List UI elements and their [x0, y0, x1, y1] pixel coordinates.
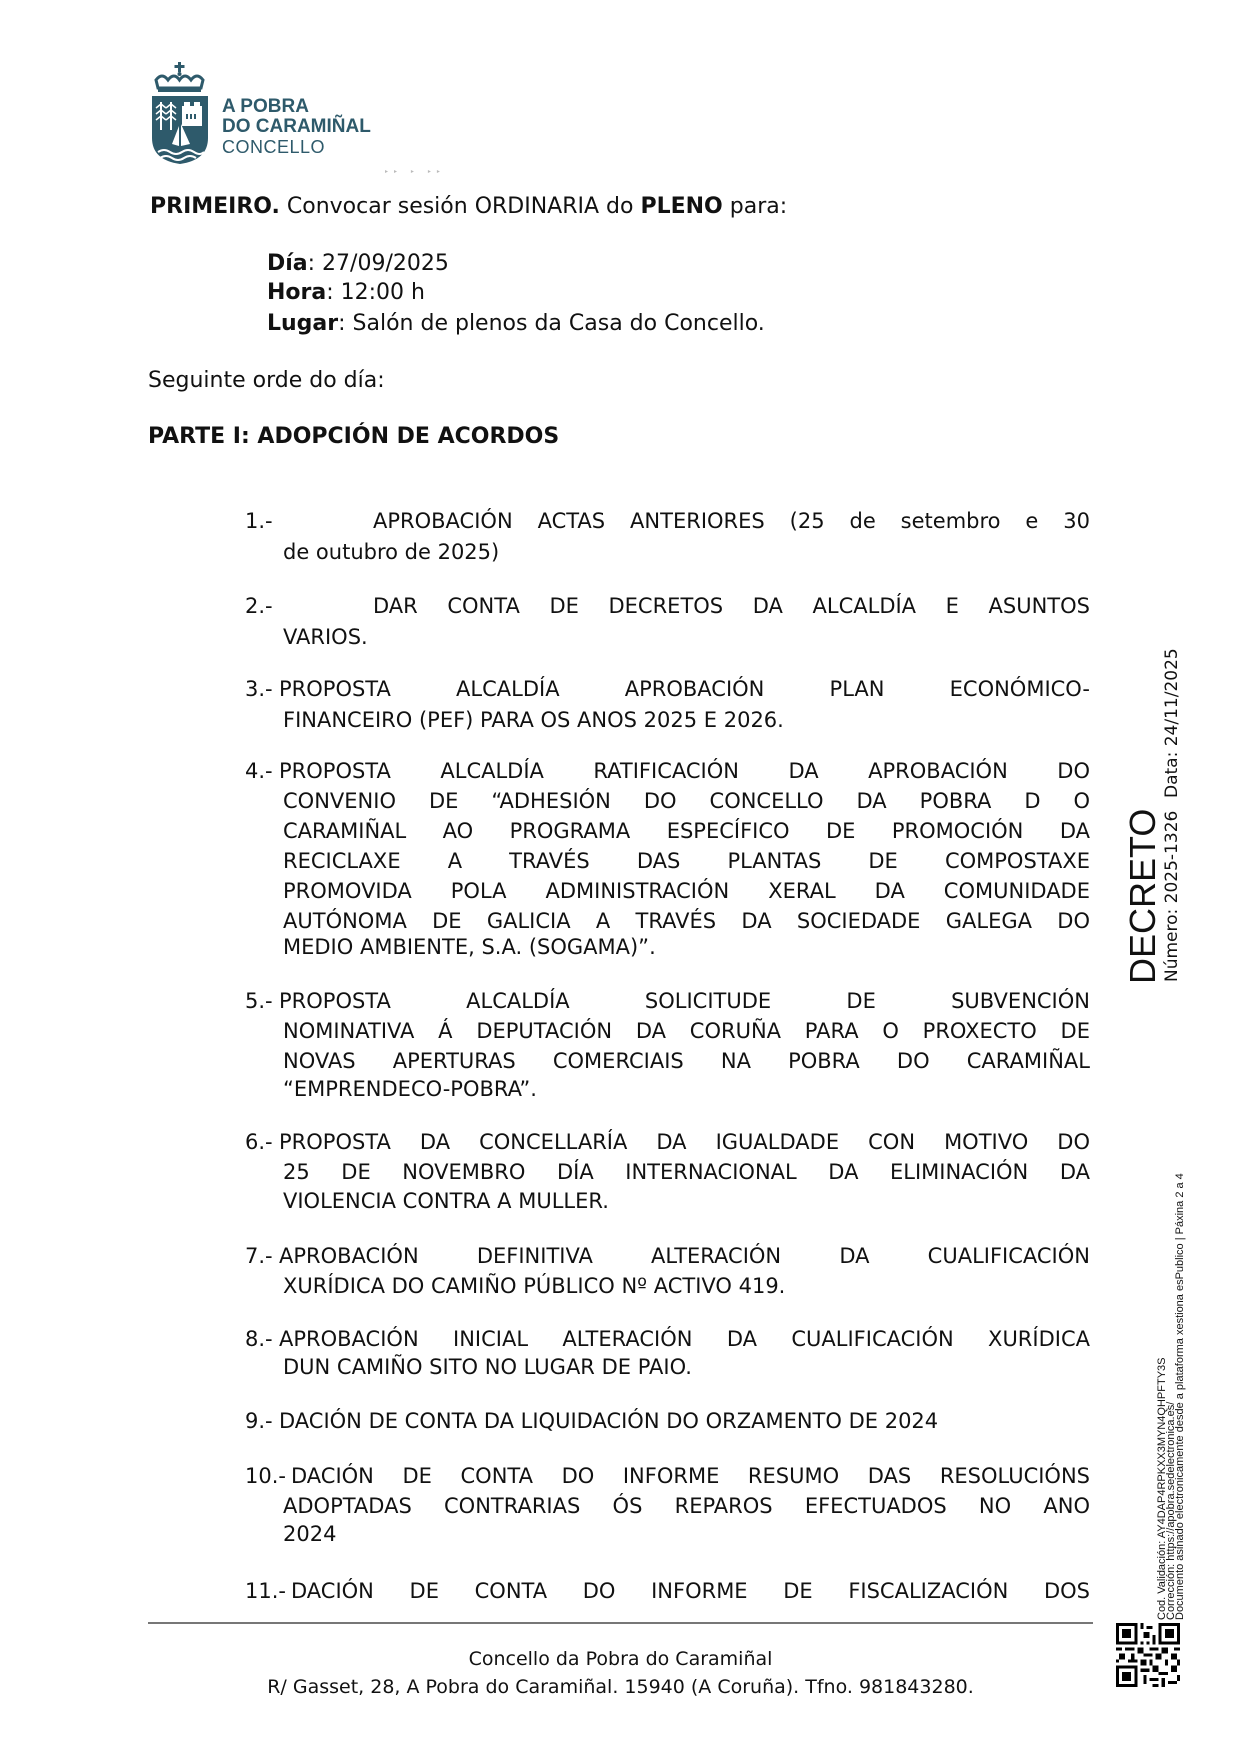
stamp-date: Data: 24/11/2025 — [1162, 648, 1182, 798]
footer-divider — [148, 1622, 1093, 1624]
agenda-item-text: XURÍDICA DO CAMIÑO PÚBLICO Nº ACTIVO 419. — [283, 1274, 786, 1298]
agenda-item-text: PROPOSTA ALCALDÍA RATIFICACIÓN DA APROBACIÓN DO — [279, 759, 1090, 783]
agenda-item-text: DACIÓN DE CONTA DO INFORME DE FISCALIZACIÓN DOS — [291, 1579, 1090, 1603]
agenda-item-text: MEDIO AMBIENTE, S.A. (SOGAMA)”. — [283, 935, 656, 959]
agenda-item-number: 8.- — [245, 1327, 273, 1351]
decorative-dots: ▸▸ ▸ ▸▸ — [385, 168, 446, 175]
resolution-organ: PLENO — [640, 194, 723, 219]
agenda-item-text: PROPOSTA ALCALDÍA SOLICITUDE DE SUBVENCIÓN — [279, 989, 1090, 1013]
session-date-value: : 27/09/2025 — [307, 251, 449, 276]
agenda-item-number: 9.- — [245, 1409, 273, 1433]
agenda-item-text: FINANCEIRO (PEF) PARA OS ANOS 2025 E 2026. — [283, 708, 784, 732]
session-time — [267, 282, 425, 304]
agenda-item-number: 4.- — [245, 759, 273, 783]
agenda-item-text: 2024 — [283, 1522, 337, 1546]
agenda-item-text: PROPOSTA ALCALDÍA APROBACIÓN PLAN ECONÓMICO- — [279, 677, 1090, 701]
validation-code: Cod. Validación: AY4DAP4RPKXX3MYN4QHPFTY3S — [1156, 1357, 1168, 1620]
agenda-item-text: DACIÓN DE CONTA DO INFORME RESUMO DAS RESOLUCIÓNS — [291, 1464, 1090, 1488]
agenda-item-text: “EMPRENDECO-POBRA”. — [283, 1077, 537, 1101]
footer-institution: Concello da Pobra do Caramiñal — [468, 1648, 773, 1670]
footer-address: R/ Gasset, 28, A Pobra do Caramiñal. 15940 (A Coruña). Tfno. 981843280. — [267, 1676, 974, 1698]
agenda-item-text: de outubro de 2025) — [283, 540, 500, 564]
agenda-item-text: APROBACIÓN DEFINITIVA ALTERACIÓN DA CUALIFICACIÓN — [279, 1244, 1090, 1268]
agenda-item-number: 11.- — [245, 1579, 286, 1603]
agenda-item-number: 2.- — [245, 594, 273, 618]
stamp-type: DECRETO — [1122, 808, 1163, 984]
agenda-item-text: VIOLENCIA CONTRA A MULLER. — [283, 1189, 609, 1213]
coat-of-arms-icon — [150, 60, 210, 166]
agenda-item-text: CARAMIÑAL AO PROGRAMA ESPECÍFICO DE PROMOCIÓN DA — [283, 819, 1090, 843]
validation-block — [1158, 1173, 1185, 1620]
resolution-text-end: para: — [722, 194, 788, 219]
stamp-number: Número: 2025-1326 — [1162, 810, 1182, 982]
logo-title-line2: DO CARAMIÑAL — [222, 116, 371, 137]
signature-note: Documento asinado electronicamente desde a plataforma xestiona esPublico | Páxina 2 a 4 — [1174, 1173, 1186, 1620]
agenda-intro: Seguinte orde do día: — [148, 368, 385, 393]
agenda-item-text: PROMOVIDA POLA ADMINISTRACIÓN XERAL DA COMUNIDADE — [283, 879, 1090, 903]
agenda-item-text: AUTÓNOMA DE GALICIA A TRAVÉS DA SOCIEDADE GALEGA DO — [283, 909, 1090, 933]
agenda-item-text: PROPOSTA DA CONCELLARÍA DA IGUALDADE CON MOTIVO DO — [279, 1130, 1090, 1154]
agenda-item-text: DAR CONTA DE DECRETOS DA ALCALDÍA E ASUNTOS — [373, 594, 1090, 618]
session-place-value: : Salón de plenos da Casa do Concello. — [338, 311, 765, 336]
verification-url[interactable]: Corrección: https://apobra.sedelectronica.es/ — [1165, 1401, 1177, 1620]
agenda-item-text: APROBACIÓN ACTAS ANTERIORES (25 de setembro e 30 — [373, 509, 1090, 533]
session-time-value: : 12:00 h — [326, 280, 425, 305]
agenda-item-text: RECICLAXE A TRAVÉS DAS PLANTAS DE COMPOSTAXE — [283, 849, 1090, 873]
agenda-item-text: NOVAS APERTURAS COMERCIAIS NA POBRA DO CARAMIÑAL — [283, 1049, 1090, 1073]
session-place-label: Lugar — [267, 311, 339, 336]
session-date-label: Día — [267, 251, 308, 276]
agenda-item-text: DUN CAMIÑO SITO NO LUGAR DE PAIO. — [283, 1355, 692, 1379]
agenda-item-text: NOMINATIVA Á DEPUTACIÓN DA CORUÑA PARA O PROXECTO DE — [283, 1019, 1090, 1043]
session-place — [267, 313, 765, 335]
logo-title-line1: A POBRA — [222, 96, 309, 117]
agenda-item-text: VARIOS. — [283, 625, 368, 649]
agenda-item-number: 1.- — [245, 509, 273, 533]
agenda-item-number: 3.- — [245, 677, 273, 701]
session-time-label: Hora — [267, 280, 327, 305]
agenda-item-text: ADOPTADAS CONTRARIAS ÓS REPAROS EFECTUADOS NO ANO — [283, 1494, 1090, 1518]
resolution-label: PRIMEIRO. — [150, 194, 280, 219]
part-heading: PARTE I: ADOPCIÓN DE ACORDOS — [148, 424, 560, 449]
agenda-item-number: 7.- — [245, 1244, 273, 1268]
agenda-item-number: 6.- — [245, 1130, 273, 1154]
agenda-item-number: 5.- — [245, 989, 273, 1013]
agenda-item-number: 10.- — [245, 1464, 286, 1488]
resolution-text: Convocar sesión ORDINARIA do — [279, 194, 641, 219]
session-date — [267, 253, 449, 275]
agenda-item-text: 25 DE NOVEMBRO DÍA INTERNACIONAL DA ELIMINACIÓN DA — [283, 1160, 1090, 1184]
logo-subtitle: CONCELLO — [222, 137, 326, 157]
agenda-item-text: APROBACIÓN INICIAL ALTERACIÓN DA CUALIFICACIÓN XURÍDICA — [279, 1327, 1090, 1351]
agenda-item-text: DACIÓN DE CONTA DA LIQUIDACIÓN DO ORZAMENTO DE 2024 — [279, 1409, 939, 1433]
resolution-line — [150, 196, 787, 218]
qr-code-icon — [1114, 1623, 1182, 1687]
agenda-item-text: CONVENIO DE “ADHESIÓN DO CONCELLO DA POBRA D O — [283, 789, 1090, 813]
